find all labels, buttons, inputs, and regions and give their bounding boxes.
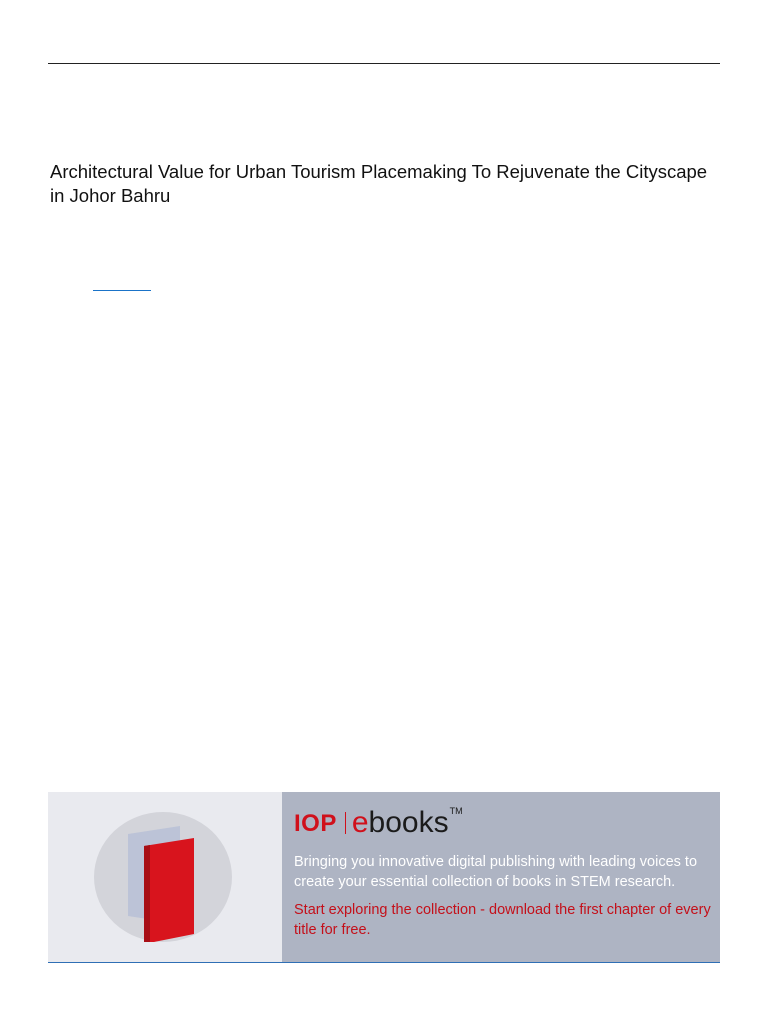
document-title: Architectural Value for Urban Tourism Placemaking To Rejuvenate the Cityscape in Johor Bahru <box>50 161 708 206</box>
logo-books-text: books <box>368 806 449 839</box>
logo-iop-text: IOP <box>294 810 337 837</box>
author-link[interactable] <box>93 290 151 291</box>
banner-illustration-panel <box>48 792 282 962</box>
top-divider <box>48 63 720 64</box>
book-pages-icon <box>94 812 232 942</box>
banner-tagline: Bringing you innovative digital publishing with leading voices to create your essential collection of books in STEM research. <box>294 854 698 890</box>
logo-trademark: TM <box>449 806 463 816</box>
iop-ebooks-banner[interactable] <box>48 792 720 963</box>
banner-call-to-action[interactable]: Start exploring the collection - download the first chapter of every title for free. <box>294 902 711 938</box>
logo-e-letter: e <box>351 806 369 839</box>
logo-separator <box>345 812 346 834</box>
iop-ebooks-logo <box>294 804 463 838</box>
banner-text-panel <box>282 792 720 962</box>
